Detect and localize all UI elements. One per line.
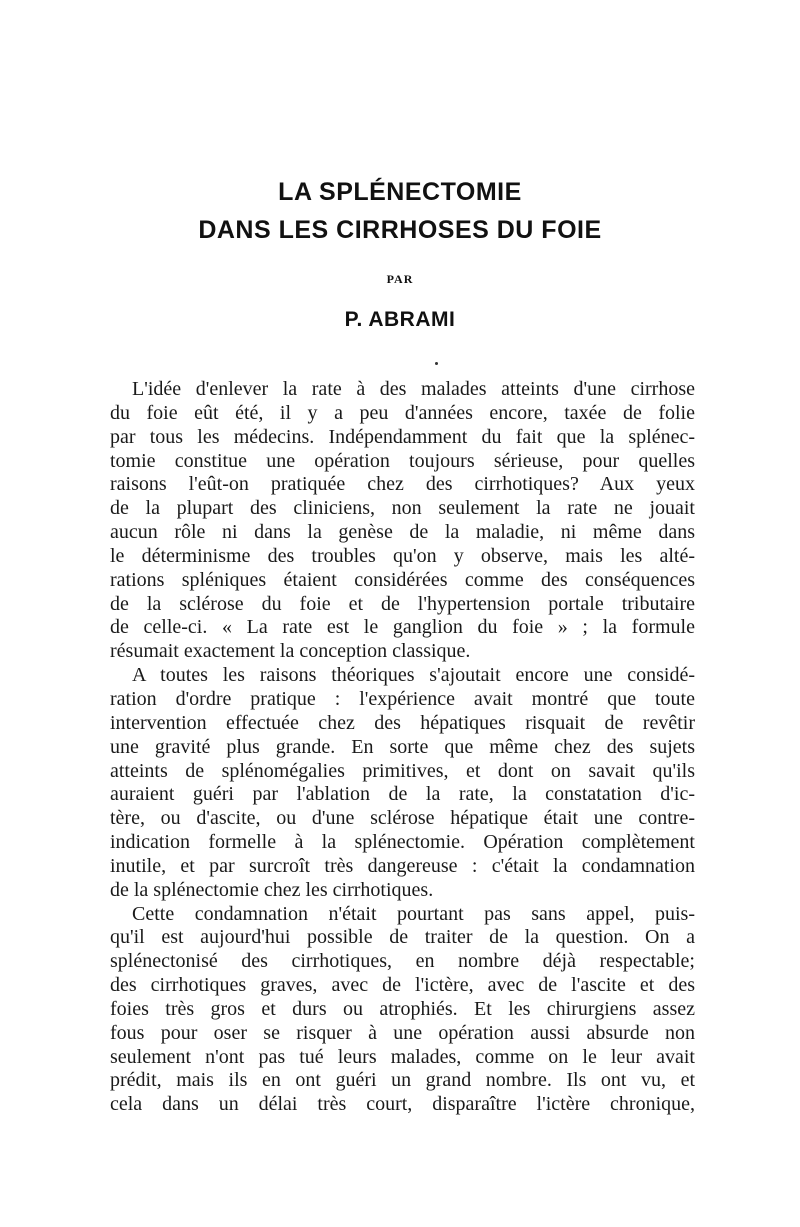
- body-line: auraient guéri par l'ablation de la rate, la constatation d'ic-: [110, 783, 695, 806]
- body-line: indication formelle à la splénectomie. Opération complètement: [110, 831, 695, 854]
- article-body: [110, 378, 695, 1117]
- body-line: rations spléniques étaient considérées comme des conséquences: [110, 568, 695, 591]
- author-name: P. ABRAMI: [344, 308, 456, 331]
- body-line: du foie eût été, il y a peu d'années encore, taxée de folie: [110, 401, 695, 424]
- body-line: inutile, et par surcroît très dangereuse : c'était la condamnation: [110, 854, 695, 877]
- body-line: une gravité plus grande. En sorte que même chez des sujets: [110, 735, 695, 758]
- body-line: qu'il est aujourd'hui possible de traiter de la question. On a: [110, 926, 695, 949]
- article-title-line-1: LA SPLÉNECTOMIE: [278, 178, 522, 206]
- body-line: fous pour oser se risquer à une opération aussi absurde non: [110, 1021, 695, 1044]
- body-line: ration d'ordre pratique : l'expérience avait montré que toute: [110, 687, 695, 710]
- by-label: PAR: [386, 272, 414, 286]
- body-line: résumait exactement la conception classique.: [110, 640, 471, 663]
- body-line: cela dans un délai très court, disparaître l'ictère chronique,: [110, 1093, 695, 1116]
- body-line: aucun rôle ni dans la genèse de la maladie, ni même dans: [110, 521, 695, 544]
- body-line: tère, ou d'ascite, ou d'une sclérose hépatique était une contre-: [110, 807, 695, 830]
- body-line: prédit, mais ils en ont guéri un grand nombre. Ils ont vu, et: [110, 1069, 695, 1092]
- body-line: A toutes les raisons théoriques s'ajoutait encore une considé-: [132, 664, 695, 687]
- article-title-line-2: DANS LES CIRRHOSES DU FOIE: [198, 216, 602, 244]
- body-line: le déterminisme des troubles qu'on y observe, mais les alté-: [110, 544, 695, 567]
- body-line: L'idée d'enlever la rate à des malades atteints d'une cirrhose: [132, 378, 695, 400]
- body-line: seulement n'ont pas tué leurs malades, comme on le leur avait: [110, 1045, 695, 1068]
- body-line: intervention effectuée chez des hépatiques risquait de revêtir: [110, 711, 695, 734]
- body-line: de la sclérose du foie et de l'hypertension portale tributaire: [110, 592, 695, 615]
- body-line: raisons l'eût-on pratiquée chez des cirrhotiques? Aux yeux: [110, 473, 695, 496]
- body-line: foies très gros et durs ou atrophiés. Et les chirurgiens assez: [110, 997, 695, 1020]
- body-line: splénectonisé des cirrhotiques, en nombre déjà respectable;: [110, 950, 695, 973]
- body-line: de celle-ci. « La rate est le ganglion du foie » ; la formule: [110, 616, 695, 639]
- body-line: par tous les médecins. Indépendamment du fait que la splénec-: [110, 425, 695, 448]
- body-line: atteints de splénomégalies primitives, et dont on savait qu'ils: [110, 759, 695, 782]
- body-line: de la plupart des cliniciens, non seulement la rate ne jouait: [110, 497, 695, 520]
- body-line: tomie constitue une opération toujours sérieuse, pour quelles: [110, 449, 695, 472]
- separator-dot: [435, 362, 438, 365]
- body-line: des cirrhotiques graves, avec de l'ictère, avec de l'ascite et des: [110, 974, 695, 997]
- body-line: Cette condamnation n'était pourtant pas sans appel, puis-: [132, 902, 695, 925]
- body-line: de la splénectomie chez les cirrhotiques.: [110, 878, 434, 901]
